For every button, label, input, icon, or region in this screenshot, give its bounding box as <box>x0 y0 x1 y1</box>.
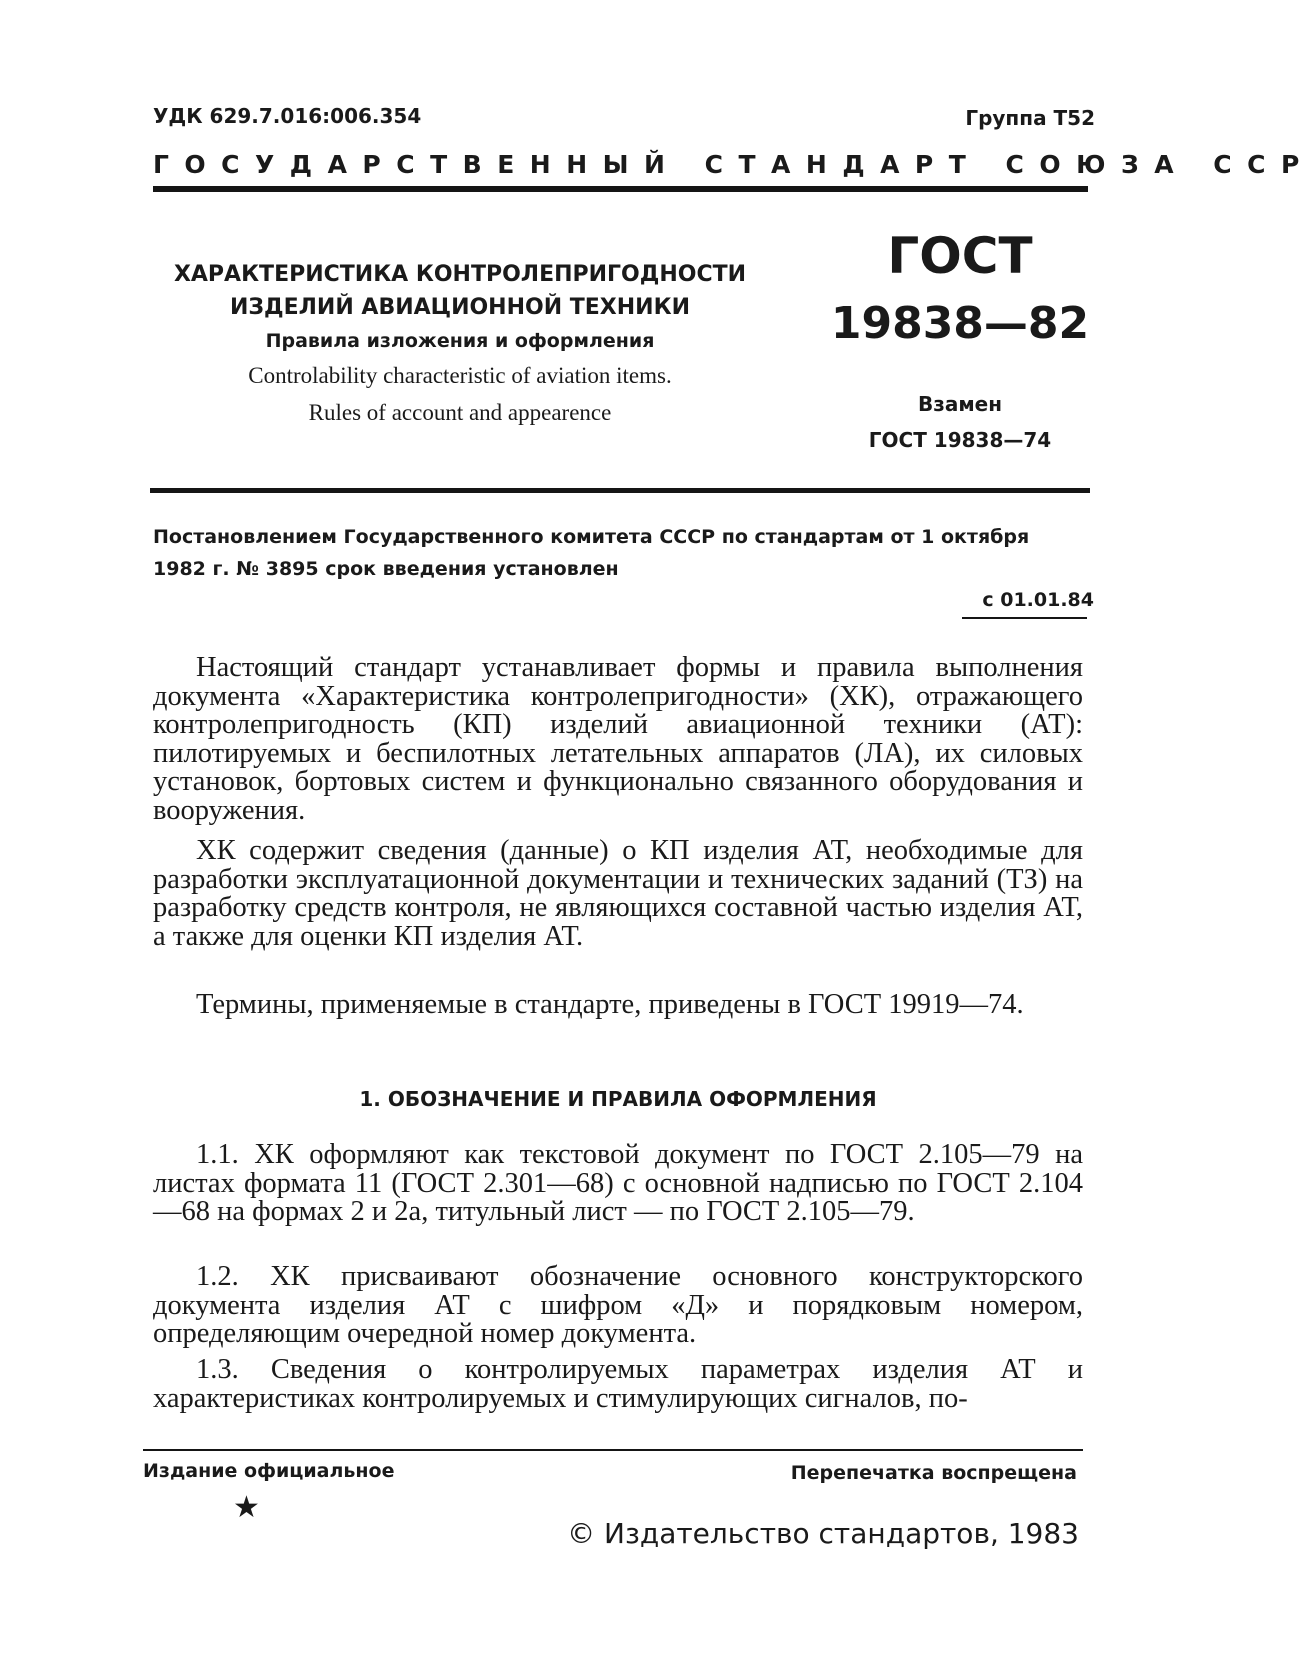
reprint-prohibited-label: Перепечатка воспрещена <box>790 1462 1077 1484</box>
decree-text: Постановлением Государственного комитета СССР по стандартам от 1 октября 1982 г. № 3895 срок введения установлен <box>153 526 1030 580</box>
terms-paragraph: Термины, применяемые в стандарте, приведены в ГОСТ 19919—74. <box>196 989 1024 1020</box>
header-rule <box>153 186 1088 192</box>
effective-date: с 01.01.84 <box>982 589 1094 611</box>
section-heading: 1. ОБОЗНАЧЕНИЕ И ПРАВИЛА ОФОРМЛЕНИЯ <box>359 1087 877 1111</box>
title-block <box>170 258 750 426</box>
intro-paragraph: Настоящий стандарт устанавливает формы и правила выполнения документа «Характеристика контролепригодности» (ХК), отражающего контролепригодность (КП) изделий авиационной техники (АТ): пилотируемых и беспилотных летательных аппаратов (ЛА), их силовых установок, бортовых систем и функционально связанного оборудования и вооружения. <box>153 652 1083 826</box>
replace-value: ГОСТ 19838—74 <box>868 428 1052 452</box>
date-underline <box>962 617 1087 619</box>
gost-number: 19838—82 <box>830 298 1090 349</box>
state-standard-heading: ГОСУДАРСТВЕННЫЙ СТАНДАРТ СОЮЗА ССР <box>153 150 1315 179</box>
english-title-line-2: Rules of account and appearence <box>308 400 612 425</box>
english-title-line-1: Controlability characteristic of aviation items. <box>248 363 672 388</box>
gost-label: ГОСТ <box>887 227 1033 285</box>
section-divider <box>150 488 1090 493</box>
clause-1-3: 1.3. Сведения о контролируемых параметрах изделия АТ и характеристиках контролируемых и стимулирующих сигналов, по- <box>153 1354 1083 1414</box>
clause-1-1: 1.1. ХК оформляют как текстовой документ по ГОСТ 2.105—79 на листах формата 11 (ГОСТ 2.301—68) с основной надписью по ГОСТ 2.104—68 на формах 2 и 2а, титульный лист — по ГОСТ 2.105—79. <box>153 1139 1083 1227</box>
footer-rule <box>143 1449 1083 1451</box>
title-subtitle: Правила изложения и оформления <box>265 330 655 352</box>
star-icon: ★ <box>233 1490 260 1525</box>
title-line-1: ХАРАКТЕРИСТИКА КОНТРОЛЕПРИГОДНОСТИ <box>173 262 747 287</box>
gost-block <box>830 228 1090 452</box>
official-edition-label: Издание официальное <box>143 1460 395 1482</box>
copyright-notice: © Издательство стандартов, 1983 <box>567 1517 1079 1550</box>
title-line-2: ИЗДЕЛИЙ АВИАЦИОННОЙ ТЕХНИКИ <box>230 295 690 320</box>
xk-paragraph: ХК содержит сведения (данные) о КП изделия АТ, необходимые для разработки эксплуатационной документации и технических заданий (ТЗ) на разработку средств контроля, не являющихся составной частью изделия АТ, а также для оценки КП изделия АТ. <box>153 835 1083 952</box>
group-code: Группа Т52 <box>965 106 1095 130</box>
clause-1-2: 1.2. ХК присваивают обозначение основного конструкторского документа изделия АТ с шифром «Д» и порядковым номером, определяющим очередной номер документа. <box>153 1261 1083 1349</box>
replace-label: Взамен <box>917 392 1003 416</box>
udk-code: УДК 629.7.016:006.354 <box>153 104 422 128</box>
